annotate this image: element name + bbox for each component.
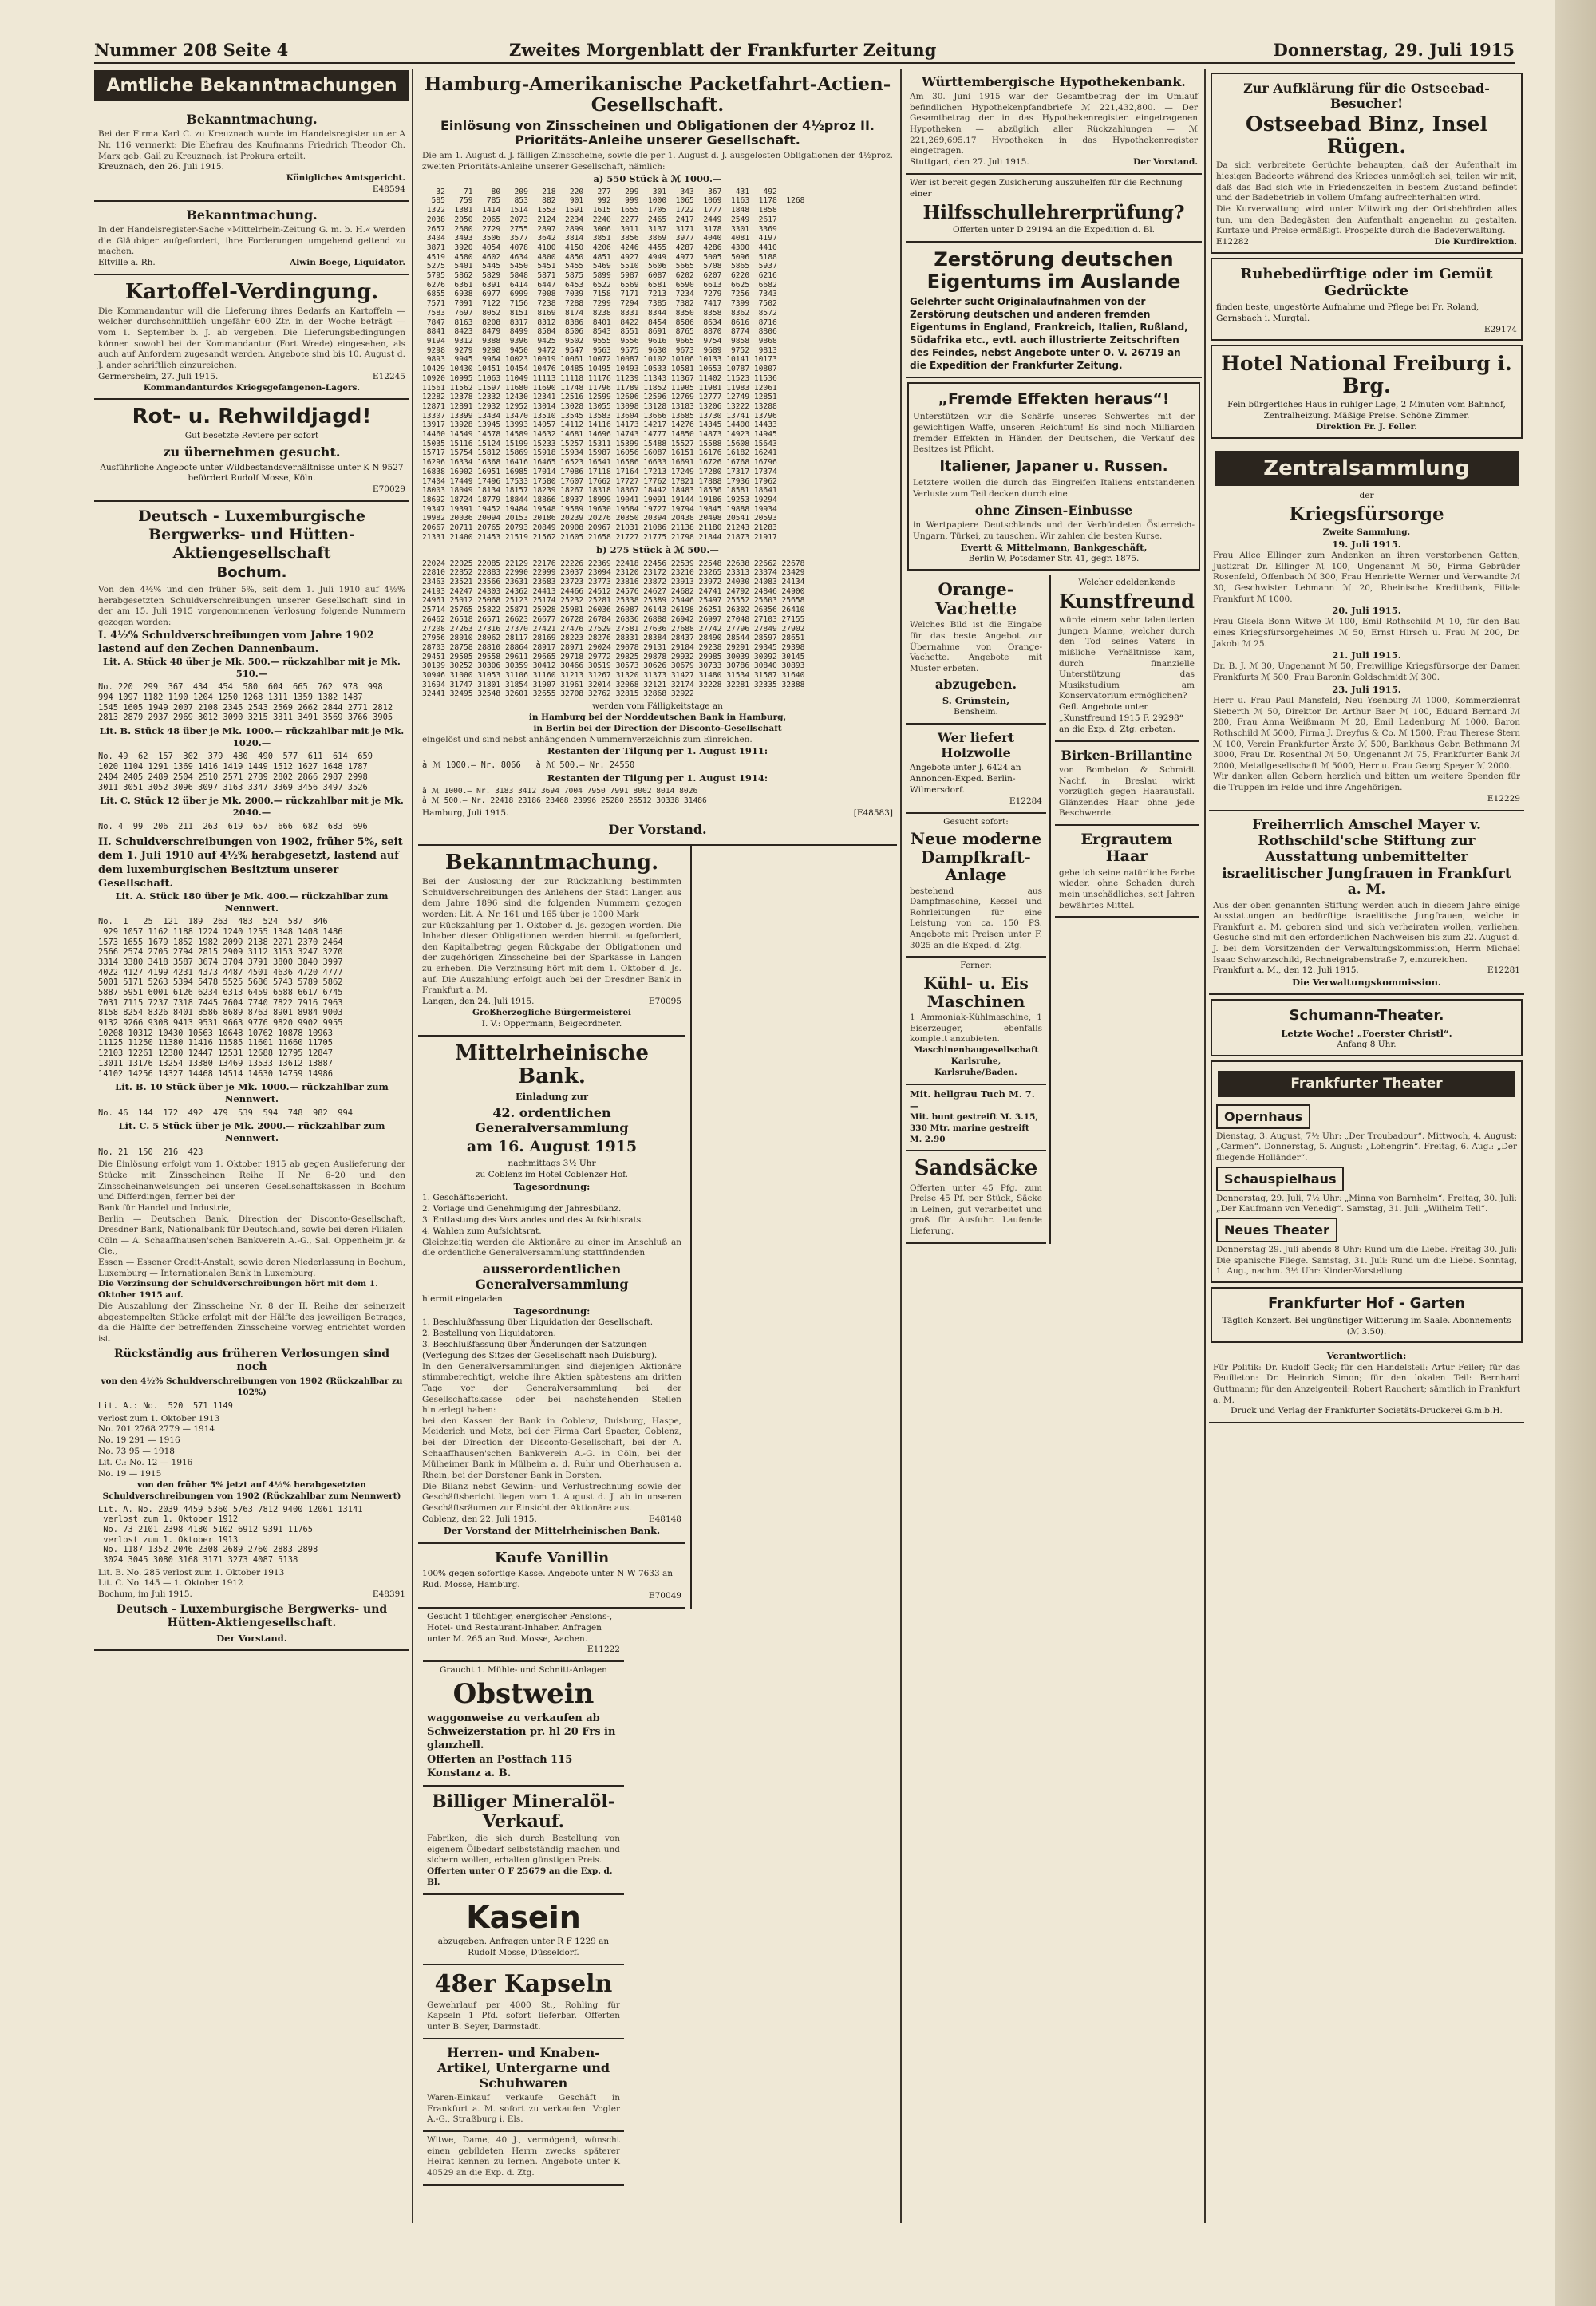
payment-text: Die Einlösung erfolgt vom 1. Oktober 1915 ab gegen Auslieferung der Stücke mit Zinsscheinen Reihe II Nr. 6–20 und den Zinsscheinanweisungen bei unseren Gesellschaftskassen in Bochum und Differdingen, ferner bei der (98, 1159, 405, 1202)
imprint-text: Für Politik: Dr. Rudolf Geck; für den Handelsteil: Artur Feiler; für das Feuilleton: Dr. Heinrich Simon; für den lokalen Teil: Bernhard Guttmann; für den Anzeigenteil: Robert Rauchert; sämtlich in Frankfurt a. M. (1213, 1362, 1520, 1405)
ad-title: Ruhebedürftige oder im Gemüt Gedrückte (1240, 265, 1493, 300)
notice-text: hiermit eingeladen. (422, 1294, 506, 1305)
ad-title: Herren- und Knaben-Artikel, Untergarne und Schuhwaren (437, 2044, 610, 2091)
ad-title: Kartoffel-Verdingung. (124, 279, 379, 304)
notice-code: E48148 (648, 1514, 681, 1524)
ad-code: E29174 (1483, 324, 1517, 334)
agenda-item: 3. Beschlußfassung über Änderungen der Satzungen (Verlegung des Sitzes der Gesellschaft nach Duisburg). (422, 1339, 658, 1360)
ad-title: Kunstfreund (1059, 590, 1195, 614)
ad-text: Fabriken, die sich durch Bestellung von eigenem Ölbedarf selbstständig machen und sichern wollen, erhalten günstigen Preis. (427, 1834, 620, 1866)
company-city: Bochum. (216, 564, 287, 582)
ad-title: Wer liefert Holzwolle (937, 729, 1015, 760)
ad-binz (1211, 73, 1523, 254)
arrears-numbers: à ℳ 1000.— Nr. 8066 à ℳ 500.— Nr. 24550 (422, 760, 635, 770)
agenda-item: 2. Vorlage und Genehmigung der Jahresbilanz. (422, 1203, 622, 1214)
agenda-item: 2. Bestellung von Liquidatoren. (422, 1329, 556, 1339)
ad-signature: S. Grünstein, (942, 694, 1010, 706)
notice-text: bei den Kassen der Bank in Coblenz, Duisburg, Haspe, Meiderich und Metz, bei der Firma Carl Spaeter, Coblenz, bei der Direction der Disconto-Gesellschaft, bei der A. Schaaffhausen'schen Bankverein A.-G. in Cöln, bei der Mülheimer Bank in Mülheim a. d. Ruhr und Oberhausen a. Rhein, bei der Dorstener Bank in Dorsten. (422, 1416, 681, 1481)
ad-text: Da sich verbreitete Gerüchte behaupten, daß der Aufenthalt im hiesigen Badeorte während des Krieges unmöglich sei, teilen wir mit, daß das Bad sich wie in Friedenszeiten in bestem Zustand befindet und der Badebetrieb in vollem Umfang aufrechterhalten wird. (1216, 160, 1517, 203)
lot-title: b) 275 Stück à ℳ 500.— (596, 544, 719, 556)
agenda-list (422, 1317, 681, 1361)
lot-title: Lit. C. Stück 12 über je Mk. 2000.— rückzahlbar mit je Mk. 2040.— (100, 795, 404, 819)
ad-title: Zerstörung deutschen Eigentums im Auslande (926, 248, 1181, 293)
lot-title: Lit. C. 5 Stück über je Mk. 2000.— rückzahlbar zum Nennwert. (118, 1120, 385, 1144)
zentralsammlung (1209, 443, 1524, 811)
notice-place: Kreuznach, den 26. Juli 1915. (98, 162, 224, 172)
invite-line: Einladung zur (515, 1090, 589, 1102)
arrears-item: Lit. B. No. 285 verlost zum 1. Oktober 1913 (98, 1567, 285, 1577)
ad-title: Birken-Brillantine (1061, 747, 1193, 763)
page-header (94, 40, 1515, 64)
arrears-item: Lit. C.: No. 12 — 1916 (98, 1458, 193, 1468)
ad-text: gebe ich seine natürliche Farbe wieder, ohne Schaden durch mein unschädliches, seit Jahren bewährtes Mittel. (1059, 867, 1195, 910)
ad-subtitle: ohne Zinsen-Einbusse (974, 502, 1133, 518)
ad-pre: Gesucht sofort: (943, 816, 1009, 827)
notice-code: E48391 (372, 1589, 405, 1600)
hapag-title: Hamburg-Amerikanische Packetfahrt-Actien-Gesellschaft. (424, 73, 891, 116)
ad-title: Billiger Mineralöl-Verkauf. (432, 1791, 615, 1832)
drawn-numbers: No. 49 62 157 302 379 480 490 577 611 614 659 1020 1104 1291 1369 1416 1419 1449 1512 1627 1648 1787 2404 2405 2489 2504 2510 2571 2789 2802 2866 2987 2998 3011 3051 3052 3096 3097 3163 3347 3369 3456 3497 3526 (98, 752, 373, 792)
arrears-numbers: à ℳ 1000.— Nr. 3183 3412 3694 7004 7950 7991 8002 8014 8026 à ℳ 500.— Nr. 22418 23186 23468 23996 25280 26512 30338 31486 (422, 787, 707, 806)
donation-date: 20. Juli 1915. (1332, 605, 1401, 617)
bank-item: Cöln — A. Schaaffhausen'schen Bankverein A.-G., Sal. Oppenheim jr. & Cie., (98, 1235, 405, 1257)
ad-pre: Graucht 1. Mühle- und Schnitt-Anlagen (440, 1665, 607, 1676)
notice-text: In der Handelsregister-Sache »Mittelrhein-Zeitung G. m. b. H.« werden die Gläubiger aufgefordert, ihre Forderungen umgehend geltend zu machen. (98, 224, 405, 257)
notice-place: Stuttgart, den 27. Juli 1915. (910, 157, 1029, 168)
page-edge (1555, 0, 1596, 2306)
column-4 (1209, 69, 1524, 2223)
ad-mineraloel (423, 1787, 624, 1895)
ad-text: Witwe, Dame, 40 J., vermögend, wünscht einen gebildeten Herrn zwecks späterer Heirat kennen zu lernen. Angebote unter K 40529 an die Exp. d. Ztg. (427, 2135, 620, 2178)
arrears-sub: von den früher 5% jetzt auf 4½% herabgesetzten Schuldverschreibungen von 1902 (Rückzahlbar zum Nennwert) (102, 1479, 401, 1501)
mittelrheinische-bank-notice (418, 1037, 685, 1544)
arrears-title: Restanten der Tilgung per 1. August 1914: (547, 772, 768, 784)
agenda-item: 1. Geschäftsbericht. (422, 1193, 508, 1203)
notice-code: E48594 (372, 184, 405, 194)
agenda-title: Tagesordnung: (513, 1305, 591, 1317)
column-rule (412, 69, 413, 2223)
extra-assembly-title: ausserordentlichen Generalversammlung (475, 1261, 629, 1292)
ad-text: Welches Bild ist die Eingabe für das beste Angebot zur Übernahme von Orange-Vachette. Angebote mit Muster erbeten. (910, 620, 1042, 673)
arrears-item: No. 19 291 — 1916 (98, 1435, 180, 1446)
payment-line: eingelöst und sind nebst anhängenden Nummernverzeichnis zum Einreichen. (422, 734, 753, 744)
arrears-list (98, 1414, 405, 1480)
ad-code: E70029 (372, 484, 405, 495)
ad-code: E12245 (372, 371, 405, 381)
langen-notice (418, 846, 685, 1037)
ad-text: 100% gegen sofortige Kasse. Angebote unter N W 7633 an Rud. Mosse, Hamburg. (422, 1569, 674, 1590)
neues-theater-title: Neues Theater (1216, 1218, 1337, 1242)
ad-title: Sandsäcke (914, 1156, 1038, 1181)
notice-place: Frankfurt a. M., den 12. Juli 1915. (1213, 965, 1359, 976)
ad-code: Offerten unter O F 25679 an die Exp. d. Bl. (427, 1866, 613, 1887)
neues-theater-program: Donnerstag 29. Juli abends 8 Uhr: Rund um die Liebe. Freitag 30. Juli: Die spanische Fliege. Samstag, 31. Juli: Rund um die Liebe. Sonntag, 1. Aug., nachm. 3½ Uhr: Kinder-Vorstellung. (1216, 1245, 1517, 1277)
drawn-numbers: 32 71 80 209 218 220 277 299 301 343 367 431 492 585 759 785 853 882 901 992 999 1000 1065 1069 1163 1178 1268 1322 1381 1414 1514 1553 1591 1615 1655 1705 1722 1777 1848 1858 2038 2050 2065 2073 2124 2234 2240 2277 2465 2417 2449 2549 2617 2657 2680 2729 2755 2897 2899 3006 3011 3137 3171 3178 3301 3369 3404 3493 3506 3577 3642 3814 3851 3856 3869 3977 4040 4081 4197 3871 3920 4054 4078 4100 4150 4206 4246 4455 4287 4286 4300 4410 4519 4580 4602 4634 4800 4850 4851 4927 4949 4977 5005 5096 5188 5275 5401 5445 5450 5451 5455 5469 5510 5606 5665 5708 5865 5937 5795 5862 5829 5848 5871 5875 5899 5987 6087 6202 6207 6220 6216 6276 6361 6391 6414 6447 6453 6522 6569 6581 6590 6613 6625 6682 6855 6938 6977 6999 7008 7039 7158 7171 7213 7234 7279 7256 7343 7571 7091 7122 7156 7238 7288 7299 7294 7385 7382 7417 7399 7502 7583 7697 8052 8151 8169 8174 8238 8331 8344 8350 8358 8362 8572 7847 8163 8208 8317 8312 8386 8401 8422 8454 8586 8634 8616 8716 8841 8423 8479 8499 8504 8506 8543 8551 8691 8765 8870 8774 8806 9194 9312 9388 9396 9425 9502 9555 9556 9616 9665 9754 9858 9868 9298 9279 9298 9450 9472 9547 9563 9575 9630 9673 9689 9752 9813 9893 9945 9964 10023 10019 10061 10072 10087 10102 10106 10133 10141 10173 10429 10430 10451 10454 10476 10485 10495 10493 10533 10581 10653 10787 10807 10920 10995 11063 11049 11113 11118 11176 11239 11343 11367 11402 11523 11536 11561 11562 11597 11680 11690 11748 11796 11789 11852 11905 11981 11983 12061 12282 12378 12332 12430 12341 12516 12599 12606 12596 12769 12777 12749 12851 12871 12891 12932 12952 13014 13028 13055 13098 13128 13183 13206 13222 13288 13307 13399 13434 13470 13510 13545 13583 13604 13666 13685 13730 13741 13796 13917 13928 13945 13993 14057 14112 14116 14173 14217 14276 14345 14400 14433 14460 14549 14578 14589 14632 14681 14696 14743 14777 14850 14873 14923 14945 15035 15116 15124 15199 15233 15257 15311 15399 15488 15527 15588 15608 15643 15717 15754 15812 15869 15918 15934 15987 16056 16087 16151 16176 16182 16241 16296 16334 16368 16416 16465 16523 16541 16586 16633 16691 16726 16768 16796 16838 16902 16951 16985 17014 17086 17118 17164 17213 17249 17280 17317 17374 17404 17449 17496 17533 17580 17607 17662 17727 17762 17821 17888 17936 17962 18003 18049 18134 18157 18239 18267 18318 18367 18442 18483 18536 18581 18641 18692 18724 18779 18844 18866 18937 18999 19041 19091 19144 19186 19253 19294 19347 19391 19452 19484 19548 19589 19630 19684 19727 19794 19845 19888 19934 19982 20036 20094 20153 20186 20239 20276 20350 20394 20438 20498 20541 20593 20667 20711 20765 20793 20849 20908 20967 21031 21086 21138 21180 21243 21283 21331 21400 21453 21519 21562 21605 21658 21727 21775 21798 21844 21873 21917 (422, 187, 805, 542)
notice-signature: Großherzogliche Bürgermeisterei (472, 1007, 631, 1017)
ad-holzwolle (906, 725, 1046, 814)
header-masthead: Zweites Morgenblatt der Frankfurter Zeitung (509, 40, 937, 60)
ad-title: Kasein (466, 1899, 581, 1935)
arrears-title: Rückständig aus früheren Verlosungen sind noch (113, 1347, 390, 1374)
schauspiel-title: Schauspielhaus (1216, 1167, 1344, 1191)
notice-signature: Deutsch - Luxemburgische Bergwerks- und Hütten-Aktiengesellschaft. (116, 1603, 388, 1629)
official-notices-banner: Amtliche Bekanntmachungen (94, 70, 409, 101)
lot-title: Lit. B. 10 Stück über je Mk. 1000.— rückzahlbar zum Nennwert. (115, 1081, 389, 1105)
bank-title: Württembergische Hypothekenbank. (922, 74, 1186, 89)
assembly-time: nachmittags 3½ Uhr (508, 1159, 596, 1169)
ad-vanillin (418, 1544, 685, 1609)
ad-ruhebeduerftige (1211, 258, 1523, 342)
ad-text: Waren-Einkauf verkaufe Geschäft in Frankfurt a. M. sofort zu verkaufen. Vogler A.-G., Straßburg i. Els. (427, 2093, 620, 2125)
theater-title: Schumann-Theater. (1289, 1007, 1444, 1025)
notice-board: Der Vorstand. (608, 821, 707, 837)
hapag-notice (418, 69, 897, 846)
notice-title: Bekanntmachung. (444, 850, 659, 875)
drawn-numbers: No. 21 150 216 423 (98, 1147, 203, 1157)
ad-rotwild-jagd (94, 400, 409, 502)
notice-signature: Die Verwaltungskommission. (1292, 977, 1441, 989)
ad-title: Mit. hellgrau Tuch M. 7.— (910, 1088, 1035, 1112)
ad-text: waggonweise zu verkaufen ab Schweizerstation pr. hl 20 Frs in glanzhell. (427, 1712, 616, 1752)
column-2 (418, 69, 897, 2223)
agenda-item: 4. Wahlen zum Aufsichtsrat. (422, 1226, 542, 1236)
ad-title: Ostseebad Binz, Insel Rügen. (1246, 113, 1487, 159)
ad-pre-title: Zur Aufklärung für die Ostseebad-Besucher! (1243, 81, 1490, 112)
imprint-title: Verantwortlich: (1326, 1350, 1407, 1362)
ad-code: E70049 (648, 1590, 681, 1601)
ad-title: Neue moderne Dampfkraft-Anlage (910, 829, 1042, 885)
ad-text: in Wertpapiere Deutschlands und der Verbündeten Österreich-Ungarn, Türkei, zu tauschen. Wir zahlen die besten Kurse. (913, 519, 1195, 541)
agenda-list (422, 1193, 681, 1237)
notice-signature: Der Vorstand. (1133, 157, 1198, 168)
ad-kuehlmaschinen (906, 958, 1046, 1084)
ad-text: Mit. bunt gestreift M. 3.15, 330 Mtr. marine gestreift M. 2.90 (910, 1112, 1039, 1144)
agenda-title: Tagesordnung: (513, 1180, 591, 1192)
notice-title: Bekanntmachung. (186, 207, 318, 223)
ad-signature: Kommandanturdes Kriegsgefangenen-Lagers. (143, 382, 361, 393)
ad-birken-brillantine (1055, 742, 1199, 826)
agenda-item: 3. Entlastung des Vorstandes und des Aufsichtsrats. (422, 1214, 644, 1225)
garden-title: Frankfurter Hof - Garten (1267, 1295, 1466, 1312)
ad-line: abzugeben. (934, 677, 1017, 693)
drawn-numbers: No. 4 99 206 211 263 619 657 666 682 683 696 (98, 821, 368, 831)
donation-list: Dr. B. J. ℳ 30, Ungenannt ℳ 50, Freiwillige Kriegsfürsorge der Damen Frankfurts ℳ 500, Frau Baronin Goldschmidt ℳ 300. (1213, 661, 1520, 683)
notice-place: Hamburg, Juli 1915. (422, 807, 509, 818)
intro-text: Von den 4½% und den früher 5%, seit dem 1. Juli 1910 auf 4½% herabgesetzten Schuldverschreibungen unserer Gesellschaft sind in der am 15. Juli 1915 vorgenommenen Verlosung folgende Nummern gezogen worden: (98, 585, 405, 628)
bank-item: Bank für Handel und Industrie, (98, 1202, 231, 1213)
ad-pre: Wer ist bereit gegen Zusicherung auszuhelfen für die Rechnung einer (910, 177, 1183, 199)
lot-title: Lit. A. Stück 180 über je Mk. 400.— rückzahlbar zum Nennwert. (115, 890, 389, 914)
zentral-sub2: Kriegsfürsorge (1289, 503, 1444, 526)
ad-title-2: Italiener, Japaner u. Russen. (939, 457, 1168, 475)
ad-matt (906, 1085, 1046, 1152)
ad-hotel-national (1211, 345, 1523, 439)
theater-time: Anfang 8 Uhr. (1337, 1040, 1396, 1050)
bank-title: Mittelrheinische Bank. (455, 1040, 649, 1088)
imprint (1209, 1347, 1524, 1423)
notice-code: E70095 (648, 997, 681, 1007)
payment-line: werden vom Fälligkeitstage an (592, 701, 723, 712)
ad-title: Ergrautem Haar (1080, 831, 1173, 866)
header-issue: Nummer 208 Seite 4 (94, 40, 289, 60)
section-title: II. Schuldverschreibungen von 1902, früher 5%, seit dem 1. Juli 1910 auf 4½% herabgesetzt, lastend auf dem luxemburgischen Besitztum unserer Gesellschaft. (98, 836, 403, 890)
column-rule (1204, 69, 1206, 2223)
notice-signature: Alwin Boege, Liquidator. (290, 257, 405, 267)
ad-title: Rot- u. Rehwildjagd! (132, 405, 372, 429)
payment-line: in Berlin bei der Direction der Disconto-Gesellschaft (533, 723, 782, 733)
ad-text: Offerten unter D 29194 an die Expedition d. Bl. (952, 225, 1156, 235)
ad-pre: Welcher edeldenkende (1078, 578, 1175, 588)
ad-line: Gut besetzte Reviere per sofort (184, 431, 319, 441)
notice-text: Bei der Auslosung der zur Rückzahlung bestimmten Schuldverschreibungen des Anlehens der Stadt Langen aus dem Jahre 1896 sind die folgenden Nummern gezogen worden: Lit. A. Nr. 161 und 165 über je 1000 Mark (422, 876, 681, 919)
notice-title: Bekanntmachung. (186, 112, 318, 128)
drawn-numbers: No. 220 299 367 434 454 580 604 665 762 978 998 994 1097 1182 1190 1204 1250 1268 1311 1359 1382 1487 1545 1605 1949 2007 2108 2345 2543 2569 2662 2844 2771 2812 2813 2879 2937 2969 3012 3090 3215 3311 3491 3569 3766 3905 (98, 682, 393, 723)
rothschild-stiftung (1209, 811, 1524, 996)
ad-signature: Die Kurdirektion. (1434, 236, 1517, 247)
ad-text: abzugeben. Anfragen unter R F 1229 an Rudolf Mosse, Düsseldorf. (437, 1937, 610, 1958)
ad-title: Kühl- u. Eis Maschinen (923, 973, 1029, 1011)
ad-text: Gesucht 1 tüchtiger, energischer Pensions-, Hotel- und Restaurant-Inhaber. Anfragen unter M. 265 an Rud. Mosse, Aachen. (427, 1611, 613, 1644)
donation-date: 21. Juli 1915. (1332, 650, 1401, 661)
drawn-numbers: 22024 22025 22085 22129 22176 22226 22369 22418 22456 22539 22548 22638 22662 22678 22810 22852 22883 22990 22999 23037 23094 23120 23172 23210 23265 23313 23374 23429 23463 23521 23566 23631 23683 23723 23773 23816 23872 23913 23972 24030 24083 24134 24193 24247 24303 24362 24413 24466 24512 24576 24627 24682 24741 24792 24846 24900 24961 25012 25068 25123 25174 25232 25281 25338 25389 25446 25497 25552 25603 25658 25714 25765 25822 25871 25928 25981 26036 26087 26143 26198 26251 26302 26356 26410 26462 26518 26571 26623 26677 26728 26784 26836 26888 26942 26997 27048 27103 27155 27208 27263 27316 27370 27421 27476 27529 27581 27636 27688 27742 27796 27849 27902 27956 28010 28062 28117 28169 28223 28276 28331 28384 28437 28490 28544 28597 28651 28703 28758 28810 28864 28917 28971 29024 29078 29131 29184 29238 29291 29345 29398 29451 29505 29558 29611 29665 29718 29772 29825 29878 29932 29985 30039 30092 30145 30199 30252 30306 30359 30412 30466 30519 30573 30626 30679 30733 30786 30840 30893 30946 31000 31053 31106 31160 31213 31267 31320 31373 31427 31480 31534 31587 31640 31694 31747 31801 31854 31907 31961 32014 32068 32121 32174 32228 32281 32335 32388 32441 32495 32548 32601 32655 32708 32762 32815 32868 32922 (422, 559, 805, 699)
ad-text: Unterstützen wir die Schärfe unseres Schwertes mit der gewichtigen Waffe, unseren Reichtum! Es sind noch Milliarden fremder Effekten in Händen der Deutschen, die Verkauf des Besitzes ist Pflicht. (913, 412, 1195, 455)
ad-signature: Gefl. Angebote unter „Kunstfreund 1915 F. 29298“ an die Exp. d. Ztg. erbeten. (1059, 702, 1184, 734)
zentral-sub: der (1359, 491, 1374, 501)
ad-title: „Fremde Effekten heraus“! (938, 390, 1170, 409)
ad-title: Hilfsschullehrerprüfung? (922, 201, 1185, 223)
ad-witwe (423, 2132, 624, 2186)
notice-text: zur Rückzahlung per 1. Oktober d. Js. gezogen worden. Die Inhaber dieser Obligationen werden hiermit aufgefordert, den Kapitalbetrag gegen Rückgabe der Obligationen und der zugehörigen Zinsscheine bei der Sparkasse in Langen zu erheben. Die Verzinsung hört mit dem 1. Oktober d. Js. auf. Die Auszahlung erfolgt auch bei der Dresdner Bank in Frankfurt a. M. (422, 920, 681, 996)
arrears-item: No. 701 2768 2779 — 1914 (98, 1424, 215, 1435)
frankfurter-theater (1211, 1060, 1523, 1283)
garden-text: Täglich Konzert. Bei ungünstiger Witterung im Saale. Abonnements (ℳ 3.50). (1222, 1315, 1511, 1337)
ad-signature: Direktion Fr. J. Feller. (1316, 422, 1417, 432)
notice-place: Bochum, im Juli 1915. (98, 1589, 192, 1600)
ad-title: Obstwein (452, 1678, 595, 1711)
ad-obstwein (423, 1662, 624, 1787)
header-date: Donnerstag, 29. Juli 1915 (1273, 40, 1515, 60)
schauspiel-program: Donnerstag, 29. Juli, 7½ Uhr: „Minna von Barnhelm“. Freitag, 30. Juli: „Der Kaufmann von Venedig“. Samstag, 31. Juli: „Wilhelm Tell“. (1216, 1193, 1517, 1214)
ad-kartoffel-verdingung (94, 275, 409, 401)
section-title: I. 4½% Schuldverschreibungen vom Jahre 1902 lastend auf den Zechen Dannenbaum. (98, 629, 374, 655)
deutsch-luxemburg-notice (94, 502, 409, 1651)
ad-gesucht (423, 1609, 624, 1662)
hapag-subtitle: Einlösung von Zinsscheinen und Obligationen der 4½proz II. Prioritäts-Anleihe unserer Gesellschaft. (440, 117, 875, 148)
arrears-item: No. 19 — 1915 (98, 1468, 162, 1479)
ad-title: Kaufe Vanillin (494, 1549, 610, 1566)
ad-text: 1 Ammoniak-Kühlmaschine, 1 Eiserzeuger, ebenfalls komplett anzubieten. (910, 1013, 1042, 1044)
foundation-text: Aus der oben genannten Stiftung werden auch in diesem Jahre einige Ausstattungen an bedürftige israelitische Jungfrauen, welche in Frankfurt a. M. geboren sind und sich verheiraten wollen, verliehen. Gesuche sind mit den erforderlichen Nachweisen bis zum 22. August d. J. bei dem Vorsitzenden der Verwaltungskommission, Herrn Michael Isaac Schwarzschild, Rechneigrabenstraße 7, einzureichen. (1213, 900, 1520, 965)
notice-place: Langen, den 24. Juli 1915. (422, 997, 535, 1007)
column-rule (900, 69, 902, 2223)
ad-title: Hotel National Freiburg i. Brg. (1221, 352, 1512, 398)
ad-text: Fein bürgerliches Haus in ruhiger Lage, 2 Minuten vom Bahnhof, Zentralheizung. Mäßige Preise. Schöne Zimmer. (1227, 400, 1506, 421)
notice-code: [E48583] (853, 807, 893, 818)
bank-text: Am 30. Juni 1915 war der Gesamtbetrag der im Umlauf befindlichen Hypothekenpfandbriefe ℳ 221,432,800. — Der Gesamtbetrag der in das Hypothekenregister eingetragenen Hypotheken — abzüglich aller Rückzahlungen — ℳ 221,269,695.17 Hypotheken in das Hypothekenregister eingetragen. (910, 92, 1198, 156)
ad-text: bestehend aus Dampfmaschine, Kessel und Rohrleitungen für eine Leistung von ca. 150 PS. Angebote mit Preisen unter F. 3025 an die Exped. d. Ztg. (910, 886, 1042, 950)
ad-text: Letztere wollen die durch das Eingreifen Italiens entstandenen Verluste zum Teil decken durch eine (913, 478, 1195, 500)
column-1 (94, 69, 409, 2223)
ad-text: Offerten an Postfach 115 Konstanz a. B. (427, 1753, 573, 1779)
ad-text: Ausführliche Angebote unter Wildbestandsverhältnisse unter K N 9527 befördert Rudolf Mosse, Köln. (100, 462, 404, 484)
donation-date: 23. Juli 1915. (1332, 683, 1401, 695)
arrears-numbers: Lit. A. No. 2039 4459 5360 5763 7812 9400 12061 13141 verlost zum 1. Oktober 1912 No. 73 2101 2398 4180 5102 6912 9391 11765 verlost zum 1. Oktober 1913 No. 1187 1352 2046 2308 2689 2760 2883 2898 3024 3045 3080 3168 3171 3273 4087 5138 (98, 1504, 363, 1565)
ad-text: Gelehrter sucht Originalaufnahmen von der Zerstörung deutschen und anderen fremden Eigentums in England, Frankreich, Italien, Rußland, Südafrika etc., evtl. auch illustrierte Zeitschriften des Feindes, nebst Angebote unter O. V. 26719 an die Expedition der Frankfurter Zeitung. (910, 296, 1188, 371)
payout-text: Die Auszahlung der Zinsscheine Nr. 8 der II. Reihe der seinerzeit abgestempelten Stücke erfolgt mit der Hälfte des jeweiligen Betrages, da die Hälfte der betreffenden Zinsscheine vorweg entrichtet worden ist. (98, 1301, 405, 1344)
notice-board: Der Vorstand. (216, 1632, 287, 1644)
assembly-date: am 16. August 1915 (466, 1138, 638, 1156)
ad-pre: Ferner: (960, 961, 992, 971)
donation-list: Frau Alice Ellinger zum Andenken an ihren verstorbenen Gatten, Justizrat Dr. Ellinger ℳ 100, Ungenannt ℳ 50, Firma Gebrüder Rosenfeld, Offenbach ℳ 300, Frau Henriette Werner und Verwandte ℳ 30, Geschwister Lehmann ℳ 20, Rheinische Kreditbank, Filiale Frankfurt ℳ 1000. (1213, 551, 1520, 604)
notice-code: E12281 (1487, 965, 1520, 976)
imprint-printer: Druck und Verlag der Frankfurter Societäts-Druckerei G.m.b.H. (1231, 1406, 1503, 1416)
ad-code: E12284 (1009, 796, 1042, 806)
ad-text: finden beste, ungestörte Aufnahme und Pflege bei Fr. Roland, Gernsbach i. Murgtal. (1216, 302, 1479, 323)
arrears-sub: von den 4½% Schuldverschreibungen von 1902 (Rückzahlbar zu 102%) (101, 1376, 403, 1398)
ad-signature: Evertt & Mittelmann, Bankgeschäft, (960, 542, 1148, 554)
ad-text: Angebote unter J. 6424 an Annoncen-Exped. Berlin-Wilmersdorf. (910, 763, 1021, 795)
bank-item: Essen — Essener Credit-Anstalt, sowie deren Niederlassung in Bochum, (98, 1258, 405, 1268)
ad-text: Die Kurverwaltung wird unter Mitwirkung der Ortsbehörden alles tun, um den Badegästen den Aufenthalt angenehm zu gestalten. Kurtaxe und Preise ermäßigt. Prospekte durch die Badeverwaltung. (1216, 203, 1517, 236)
zentral-title: Zentralsammlung (1215, 451, 1519, 486)
notice-signature: Der Vorstand der Mittelrheinischen Bank. (443, 1525, 661, 1537)
arrears-item: No. 73 95 — 1918 (98, 1447, 175, 1457)
bank-item: Luxemburg — Internationalen Bank in Luxemburg. (98, 1268, 316, 1278)
drawn-numbers: No. 1 25 121 189 263 483 524 587 846 929 1057 1162 1188 1224 1240 1255 1348 1408 1486 1573 1655 1679 1852 1982 2099 2138 2271 2370 2464 2566 2574 2705 2794 2815 2909 3112 3153 3247 3270 3314 3380 3418 3587 3674 3704 3791 3800 3840 3997 4022 4127 4199 4231 4373 4487 4501 4636 4720 4777 5001 5171 5263 5394 5478 5525 5686 5743 5789 5862 5887 5951 6001 6126 6234 6313 6459 6588 6617 6745 7031 7115 7237 7318 7445 7604 7740 7822 7916 7963 8158 8254 8326 8401 8586 8689 8763 8901 8984 9003 9132 9266 9308 9413 9531 9663 9776 9820 9902 9955 10208 10312 10430 10563 10648 10762 10878 10963 11125 11250 11380 11416 11585 11601 11660 11705 12103 12261 12380 12447 12531 12688 12795 12847 13011 13176 13254 13380 13469 13533 13612 13887 14102 14256 14327 14468 14514 14630 14759 14986 (98, 917, 343, 1079)
ad-code: E11222 (587, 1645, 620, 1655)
drawn-numbers: No. 46 144 172 492 479 539 594 748 982 994 (98, 1108, 354, 1118)
donation-list: Frau Gisela Bonn Witwe ℳ 100, Emil Rothschild ℳ 10, für den Bau eines Kriegsfürsorgeheimes ℳ 50, Ernst Hirsch u. Frau ℳ 200, Dr. Jakobi ℳ 25. (1213, 617, 1520, 649)
arrears-item: verlost zum 1. Oktober 1913 (98, 1413, 220, 1423)
ad-text: von Bombelon & Schmidt Nachf. in Breslau wirkt vorzüglich gegen Haarausfall. Glänzendes Haar ohne jede Beschwerde. (1059, 764, 1195, 819)
notice-signature-2: I. V.: Oppermann, Beigeordneter. (481, 1018, 622, 1029)
arrears-title: Restanten der Tilgung per 1. August 1911: (547, 745, 768, 757)
frankfurter-hof-garten (1211, 1287, 1523, 1343)
notice-authority: Königliches Amtsgericht. (286, 173, 405, 183)
ad-place: Germersheim, 27. Juli 1915. (98, 371, 219, 381)
arrears-numbers: Lit. A.: No. 520 571 1149 (98, 1400, 233, 1411)
ad-zerstoerung (906, 243, 1202, 378)
donation-list: Herr u. Frau Paul Mansfeld, Neu Ysenburg ℳ 1000, Kommerzienrat Sieberth ℳ 50, Direktor Dr. Arthur Baer ℳ 100, Eduard Bernard ℳ 200, Frau Anna Weißmann ℳ 20, Emil Ladenburg ℳ 1000, Baron Rothschild ℳ 5000, Firma J. Dreyfus & Co. ℳ 1500, Frau Therese Stern ℳ 100, Verein Frankfurter Ärzte ℳ 500, Bankhaus Gebr. Bethmann ℳ 3000, Frau Dr. Rosenthal ℳ 50, Ungenannt ℳ 75, Frankfurter Bank ℳ 2000, Metallgesellschaft ℳ 5000, Herr u. Frau Georg Speyer ℳ 2000. (1213, 695, 1520, 771)
notice-place: Eltville a. Rh. (98, 257, 156, 267)
hapag-intro: Die am 1. August d. J. fälligen Zinsscheine, sowie die per 1. August d. J. ausgelosten Obligationen der 4½proz. zweiten Prioritäts-Anleihe unserer Gesellschaft, nämlich: (422, 151, 893, 172)
ad-kapseln (423, 1965, 624, 2039)
bank-item: Berlin — Deutschen Bank, Direction der Disconto-Gesellschaft, Dresdner Bank, Nationalbank für Deutschland, sowie bei deren Filialen (98, 1214, 405, 1235)
ad-address: Berlin W, Potsdamer Str. 41, gegr. 1875. (968, 554, 1140, 564)
interest-end: Die Verzinsung der Schuldverschreibungen hört mit dem 1. Oktober 1915 auf. (98, 1279, 378, 1301)
lot-title: Lit. A. Stück 48 über je Mk. 500.— rückzahlbar mit je Mk. 510.— (103, 656, 401, 680)
bank-list (98, 1203, 405, 1279)
ad-dampfkraft (906, 814, 1046, 958)
agenda-item: 1. Beschlußfassung über Liquidation der Gesellschaft. (422, 1317, 654, 1328)
lot-title: Lit. B. Stück 48 über je Mk. 1000.— rückzahlbar mit je Mk. 1020.— (99, 725, 405, 749)
ad-text: Die Kommandantur will die Lieferung ihres Bedarfs an Kartoffeln — welcher durchschnittlich ungefähr 600 Ztr. in der Woche beträgt — vom 1. September b. J. ab vergeben. Die Lieferungsbedingungen können sowohl bei der Kommandantur (Fort Wrede) eingesehen, als auch auf Anfordern zugesandt werden. Angebote sind bis 10. August d. J. ander schriftlich einzureichen. (98, 306, 405, 370)
notice-code: E12229 (1487, 793, 1520, 804)
ad-text: würde einem sehr talentierten jungen Manne, welcher durch den Tod seines Vaters in mißliche Verhältnisse kam, durch finanzielle Unterstützung das Musikstudium am Konservatorium ermöglichen? (1059, 614, 1195, 701)
notice-place: Coblenz, den 22. Juli 1915. (422, 1514, 537, 1524)
zentral-sub3: Zweite Sammlung. (1322, 527, 1411, 537)
theater-program: Letzte Woche! „Foerster Christl“. (1281, 1028, 1452, 1040)
arrears-item: Lit. C. No. 145 — 1. Oktober 1912 (98, 1578, 243, 1589)
opera-program: Dienstag, 3. August, 7½ Uhr: „Der Troubadour“. Mittwoch, 4. August: „Carmen“. Donnerstag, 5. August: „Lohengrin“. Freitag, 6. Aug.: „Der fliegende Holländer“. (1216, 1131, 1517, 1163)
ad-line-bold: zu übernehmen gesucht. (163, 444, 341, 460)
ad-kunstfreund (1055, 575, 1199, 741)
column-3 (906, 69, 1202, 2223)
ad-title: Orange-Vachette (934, 579, 1017, 618)
ad-fremde-effekten (907, 382, 1200, 571)
notice-kreuznach (94, 106, 409, 202)
assembly-title: 42. ordentlichen Generalversammlung (475, 1105, 629, 1136)
notice-text: Die Bilanz nebst Gewinn- und Verlustrechnung sowie der Geschäftsbericht liegen vom 1. August d. J. ab in unseren Geschäftsräumen zur Einsicht der Aktionäre aus. (422, 1481, 681, 1513)
assembly-place: zu Coblenz im Hotel Coblenzer Hof. (475, 1170, 628, 1180)
schumann-theater (1211, 999, 1523, 1056)
ad-herren-artikel (423, 2039, 624, 2132)
donation-date: 19. Juli 1915. (1332, 538, 1401, 550)
ad-orange-vachette (906, 575, 1046, 724)
notice-text: Bei der Firma Karl C. zu Kreuznach wurde im Handelsregister unter A Nr. 116 vermerkt: Die Ehefrau des Kaufmanns Friedrich Theodor Ch. Marx geb. Gail zu Kreuznach, ist Prokura erteilt. (98, 129, 405, 161)
notice-text: Gleichzeitig werden die Aktionäre zu einer im Anschluß an die ordentliche Generalversammlung stattfindenden (422, 1237, 681, 1258)
ad-signature: Maschinenbaugesellschaft Karlsruhe, Karlsruhe/Baden. (913, 1044, 1039, 1077)
lot-title: a) 550 Stück à ℳ 1000.— (593, 172, 722, 184)
ad-text: Gewehrlauf per 4000 St., Rohling für Kapseln 1 Pfd. sofort lieferbar. Offerten unter B. Seyer, Darmstadt. (427, 2000, 620, 2032)
ad-sandsaecke (906, 1151, 1046, 1243)
theater-title: Frankfurter Theater (1218, 1071, 1515, 1096)
donation-thanks: Wir danken allen Gebern herzlich und bitten um weitere Spenden für die Truppen im Felde und ihre Angehörigen. (1213, 772, 1520, 793)
notice-text: In den Generalversammlungen sind diejenigen Aktionäre stimmberechtigt, welche ihre Aktien spätestens am dritten Tage vor der Generalversammlung bei der Gesellschaftskasse oder bei nachstehenden Stellen hinterlegt haben: (422, 1361, 681, 1416)
ad-kasein (423, 1895, 624, 1965)
ad-ergrautes-haar (1055, 826, 1199, 918)
foundation-title: Freiherrlich Amschel Mayer v. Rothschild'sche Stiftung zur Ausstattung unbemittelter israelitischer Jungfrauen in Frankfurt a. M. (1222, 816, 1511, 898)
ad-hilfsschullehrer (906, 175, 1202, 243)
payment-line: in Hamburg bei der Norddeutschen Bank in Hamburg, (528, 713, 787, 723)
company-name: Deutsch - Luxemburgische Bergwerks- und Hütten-Aktiengesellschaft (138, 507, 365, 562)
ad-city: Bensheim. (954, 706, 998, 717)
notice-mittelrhein-zeitung (94, 202, 409, 275)
ad-title: 48er Kapseln (434, 1970, 613, 1999)
ad-code: E12282 (1216, 236, 1250, 247)
ad-text: Offerten unter 45 Pfg. zum Preise 45 Pf. per Stück, Säcke in Leinen, gut verarbeitet und groß für Ausfuhr. Laufende Lieferung. (910, 1183, 1042, 1237)
opera-title: Opernhaus (1216, 1104, 1310, 1129)
wuerttemberg-hypothekenbank (906, 69, 1202, 175)
